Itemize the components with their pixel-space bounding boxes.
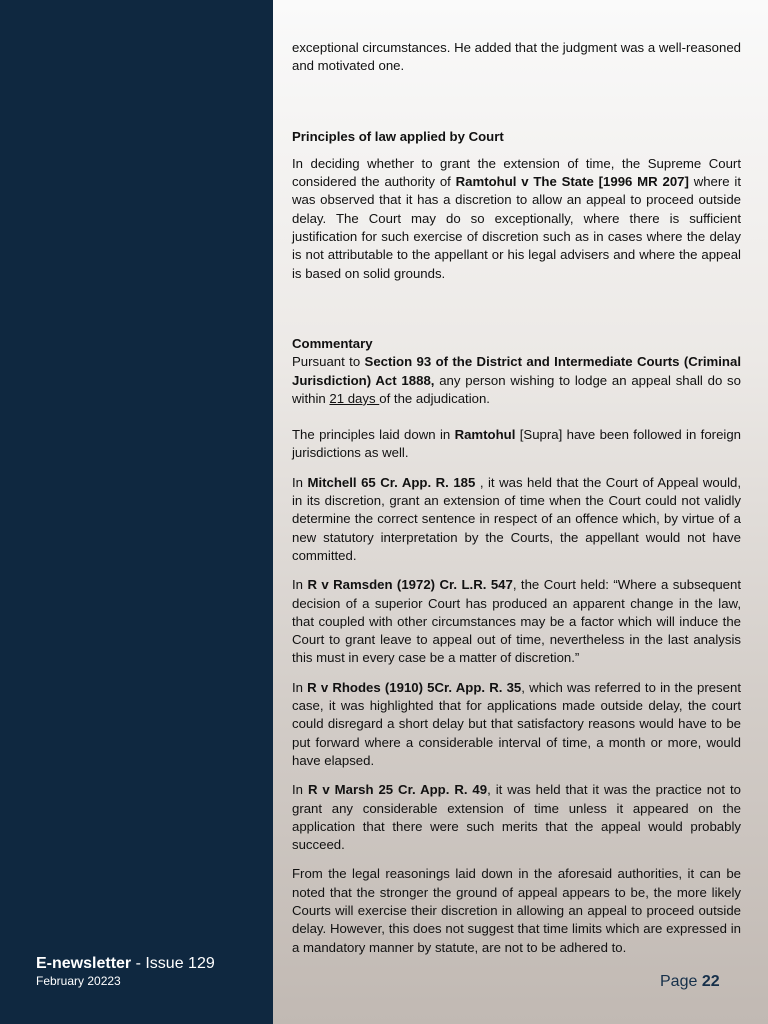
paragraph-continuation: exceptional circumstances. He added that the judgment was a well-reasoned and motivated one. bbox=[292, 40, 741, 74]
paragraph-principles: In deciding whether to grant the extension of time, the Supreme Court considered the authority of Ramtohul v The State [1996 MR 207] where it was observed that it has a discretion to allow an appeal to proceed outside delay. The Court may do so exceptionally, where there is sufficient justification for such exercise of discretion such as in cases where the delay is not attributable to the appellant or his legal advisers and where the appeal is based on solid grounds. bbox=[292, 155, 741, 281]
page-number-value: 22 bbox=[701, 973, 720, 990]
page-label: Page bbox=[660, 973, 698, 990]
newsletter-issue: Issue 129 bbox=[145, 955, 215, 972]
newsletter-name: E-newsletter bbox=[36, 955, 132, 972]
paragraph-conclusion: From the legal reasonings laid down in the aforesaid authorities, it can be noted that the stronger the ground of appeal appears to be, the more likely Courts will exercise their discretion in allowing an appeal to proceed outside delay. However, this does not suggest that time limits which are expressed in a mandatory manner by statute, are not to be adhered to. bbox=[292, 866, 741, 955]
page-number bbox=[660, 973, 720, 991]
newsletter-footer bbox=[36, 954, 215, 989]
paragraph-ramsden: In R v Ramsden (1972) Cr. L.R. 547, the Court held: “Where a subsequent decision of a superior Court has produced an apparent change in the law, that coupled with other circumstances may be a factor which will induce the Court to grant leave to appeal out of time, nevertheless in the last analysis this must in every case be a matter of discretion.” bbox=[292, 577, 741, 666]
paragraph-statute: Pursuant to Section 93 of the District and Intermediate Courts (Criminal Jurisdiction) Act 1888, any person wishing to lodge an appeal shall do so within 21 days of the adjudication. bbox=[292, 354, 741, 406]
paragraph-mitchell: In Mitchell 65 Cr. App. R. 185 , it was held that the Court of Appeal would, in its discretion, grant an extension of time when the Court could not validly determine the correct sentence in respect of an offence which, by virtue of a new statutory interpretation by the Courts, the appellant would not have committed. bbox=[292, 474, 741, 563]
section-heading-principles: Principles of law applied by Court bbox=[292, 128, 504, 144]
article-body bbox=[292, 39, 741, 968]
case-citation: R v Rhodes (1910) 5Cr. App. R. 35 bbox=[307, 679, 522, 695]
case-citation: R v Ramsden (1972) Cr. L.R. 547 bbox=[307, 577, 513, 593]
deadline-underlined: 21 days bbox=[329, 390, 380, 406]
statute-citation: Section 93 of the District and Intermediate Courts (Criminal Jurisdiction) Act 1888, bbox=[292, 354, 741, 388]
case-citation: Ramtohul v The State [1996 MR 207] bbox=[455, 174, 689, 190]
case-citation: Mitchell 65 Cr. App. R. 185 bbox=[307, 474, 476, 490]
section-heading-commentary: Commentary bbox=[292, 335, 373, 351]
case-citation: Ramtohul bbox=[454, 427, 516, 443]
paragraph-foreign: The principles laid down in Ramtohul [Supra] have been followed in foreign jurisdictions as well. bbox=[292, 427, 741, 461]
paragraph-rhodes: In R v Rhodes (1910) 5Cr. App. R. 35, which was referred to in the present case, it was highlighted that for applications made outside delay, the court could disregard a short delay but that satisfactory reasons would have to be put forward where a considerable interval of time, a month or more, would have elapsed. bbox=[292, 679, 741, 768]
newsletter-date: February 20223 bbox=[36, 974, 121, 988]
newsletter-title bbox=[36, 954, 215, 973]
case-citation: R v Marsh 25 Cr. App. R. 49 bbox=[307, 782, 488, 798]
newsletter-separator: - bbox=[131, 955, 146, 972]
paragraph-marsh: In R v Marsh 25 Cr. App. R. 49, it was held that it was the practice not to grant any considerable extension of time unless it appeared on the application that there were such merits that the appeal would probably succeed. bbox=[292, 782, 741, 853]
sidebar-panel bbox=[0, 0, 273, 1024]
